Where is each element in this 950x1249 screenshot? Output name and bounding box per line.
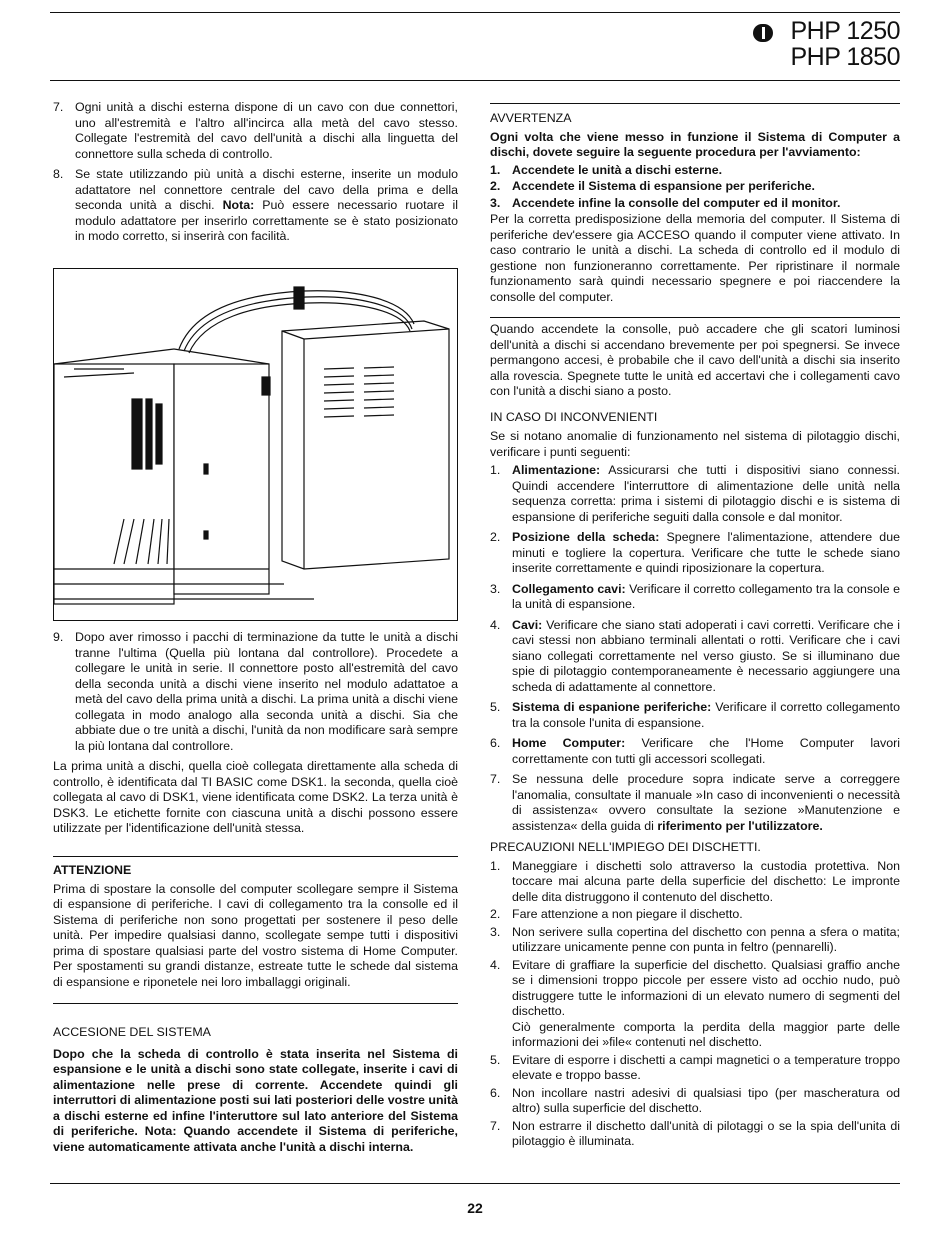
list-item: 8. Se state utilizzando più unità a dischi esterne, inserite un modulo adattatore nel connettore centrale del cavo della prima e della seconda unità a dischi. Nota: Può essere necessario ruotare il modulo adattatore per inserirlo correttamente se è stato posizionato in modo corretto, si inserirà con facilità. [53,167,458,243]
power-on-title: ACCESIONE DEL SISTEMA [53,1025,211,1039]
left-rule-1 [53,856,458,857]
warning-text: Per la corretta predisposizione della memoria del computer. Il Sistema di periferiche dev'essere gia ACCESO quando il computer viene attivato. In caso contrario le unità a dischi. La scheda di controllo ed il modulo di gestione non funzioneranno correttamente. Per ripristinare il normale funzionamento sarà quindi necessario spegnere e poi riaccendere la consolle del computer. [490,212,900,304]
attention-title: ATTENZIONE [53,863,132,877]
left-column-bottom [53,630,458,843]
warning-box [490,111,900,311]
problem-item: 2. Posizione della scheda: Spegnere l'alimentazione, attendere due minuti e togliere la copertura. Verificare che tutte le schede siano inserite correttamente e quindi riposizionare la copertura. [490,530,900,575]
precaution-item: 7. Non estrarre il dischetto dall'unità di pilotaggi o se la spia dell'unita di pilotaggio è illuminata. [490,1118,900,1148]
precaution-item: 5. Evitare di esporre i dischetti a campi magnetici o a temperature troppo elevate e troppo basse. [490,1052,900,1082]
footer-rule [50,1183,900,1184]
left-rule-2 [53,1003,458,1004]
list-item: 7. Ogni unità a dischi esterna dispone di un cavo con due connettori, uno all'estremità e l'altro all'incirca alla metà del cavo stesso. Collegate l'estremità del cavo dell'unità a dischi alla linguetta del connettore sulla scheda di controllo. [53,100,458,161]
expansion-system-drawing [54,269,457,620]
power-on-text: Dopo che la scheda di controllo è stata inserita nel Sistema di espansione e le unità a dischi sono state collegate, inserite i cavi di alimentazione nelle prese di corrente. Accendete quindi gli interruttori di alimentazione posti sui lati posteriori delle vostre unità a dischi esterne ed infine l'interuttore sul lato anteriore del Sistema di periferiche. Nota: Quando accendete il Sistema di periferiche, viene automaticamente attivata anche l'unità a dischi interna. [53,1046,458,1154]
problem-item: 3. Collegamento cavi: Verificare il corretto collegamento tra la console e la unità di espansione. [490,581,900,611]
precaution-item: 1. Maneggiare i dischetti solo attraverso la custodia protettiva. Non toccare mai alcuna parte della superficie del dischetto: Le impronte delle dita distruggono il contenuto del dischetto. [490,858,900,904]
attention-box [53,863,458,996]
system-power-on-section [53,1025,458,1161]
left-column-top [53,100,458,250]
problems-intro: Se si notano anomalie di funzionamento nel sistema di pilotaggio dischi, verificare i punti seguenti: [490,429,900,459]
precaution-item: 6. Non incollare nastri adesivi di qualsiasi tipo (per mascheratura od altro) sulla superficie del dischetto. [490,1085,900,1115]
right-rule-1 [490,103,900,104]
startup-step: 1. Accendete le unità a dischi esterne. [490,162,723,177]
warning-title: AVVERTENZA [490,111,572,125]
precaution-item: 3. Non serivere sulla copertina del dischetto con penna a sfera o matita; utilizzare unicamente penne con punta in feltro (pennarelli). [490,924,900,954]
precautions-title: PRECAUZIONI NELL'IMPIEGO DEI DISCHETTI. [490,840,761,854]
problem-item: 6. Home Computer: Verificare che l'Home Computer lavori correttamente con tutti gli accessori scollegati. [490,736,900,766]
figure-disk-system-illustration [53,268,458,621]
drive-identification-paragraph: La prima unità a dischi, quella cioè collegata direttamente alla scheda di controllo, è identificata dal TI BASIC come DSK1. la seconda, quella cioè collegata al cavo di DSK1, viene identificata come DSK2. La terza unità è DSK3. Le etichette fornite con ciascuna unità a dischi possono essere utilizzate per l'identificazione dell'unità stessa. [53,759,458,835]
precaution-item: 4. Evitare di graffiare la superficie del dischetto. Qualsiasi graffio anche se i dimensioni troppo piccole per essere visto ad occhio nudo, può distruggere tutte le informazioni di un elevato numero di segmenti del dischetto. Ciò generalmente comporta la perdita della maggior parte delle informazioni dei »file« contenuti nel dischetto. [490,957,900,1049]
top-rule [50,12,900,13]
model-header [790,18,900,70]
problem-item: 1. Alimentazione: Assicurarsi che tutti i dispositivi siano connessi. Quindi accendere l'interruttore di alimentazione delle unità nella sequenza corretta: prima i sistemi di pilotaggio dischi e is sistema di espansione di periferiche seguiti dalla console e dal monitor. [490,463,901,524]
problem-item: 5. Sistema di espanione periferiche: Verificare il corretto collegamento tra la console l'unita di espansione. [490,700,900,730]
model-line-2: PHP 1850 [790,43,900,71]
header-rule [50,80,900,81]
warning-bold-text: Ogni volta che viene messo in funzione il Sistema di Computer a dischi, dovete seguire la seguente procedura per l'avviamento: [490,129,900,159]
problems-title: IN CASO DI INCONVENIENTI [490,409,658,424]
right-rule-2 [490,317,900,318]
startup-step: 2. Accendete il Sistema di espansione per periferiche. [490,179,815,193]
startup-step: 3. Accendete infine la consolle del computer ed il monitor. [490,195,841,210]
list-item: 9. Dopo aver rimosso i pacchi di terminazione da tutte le unità a dischi tranne l'ultima (Quella più lontana dal controllore). Procedete a collegare le unità in serie. Il connettore posto all'estremità del cavo della seconda unità a dischi viene inserito nel modulo adattatoe a metà del cavo della prima unità a dischi. La prima unità a dischi viene collegata in modo analogo alla seconda unità a dischi. Sia che abbiate due o tre unità a dischi, l'unità da non modificare sarà sempre la più lontana dal controllore. [53,630,458,753]
problem-item: 7. Se nessuna delle procedure sopra indicate serve a correggere l'anomalia, consultate il manuale »In caso di inconvenienti o necessità di assistenza« ovvero consultate la sezione »Manutenzione e assistenza« della guida di riferimento per l'utilizzatore. [490,772,900,833]
attention-text: Prima di spostare la consolle del computer scollegare sempre il Sistema di espansione di periferiche. I cavi di collegamento tra la consolle ed il Sistema di periferiche non sono progettati per sostenere il peso delle unità. Per impedire qualsiasi danno, scollegate sempe tutti i dispositivi prima di spostare qualsiasi parte del vostro sistema di Home Computer. Per spostamenti su grandi distanze, estreate tutte le schede dal sistema di espansione e riponetele nei loro imballaggi originali. [53,881,458,989]
console-lights-paragraph: Quando accendete la consolle, può accadere che gli scatori luminosi dell'unità a dischi si accendano brevemente per poi spegnersi. Se invece permangono accesi, è probabile che il cavo dell'unità a dischi sia inserito alla rovescia. Spegnete tutte le unità ed accertavi che i collegamenti cavo con l'unità a dischi siano a posto. [490,322,900,398]
page-number: 22 [467,1200,483,1216]
right-column-body [490,322,900,1152]
philips-logo-icon [753,24,773,42]
precaution-item: 2. Fare attenzione a non piegare il dischetto. [490,907,743,921]
model-line-1: PHP 1250 [790,17,900,45]
problem-item: 4. Cavi: Verificare che siano stati adoperati i cavi corretti. Verificare che i cavi stessi non abbiano terminali allentati o rotti. Verificare che i cavi siano collegati correttamente nel verso giusto. Se si illuminano due spie di pilotaggio contemporaneamente è necessario aggiungere una scheda di adattamente al connettore. [490,617,900,694]
